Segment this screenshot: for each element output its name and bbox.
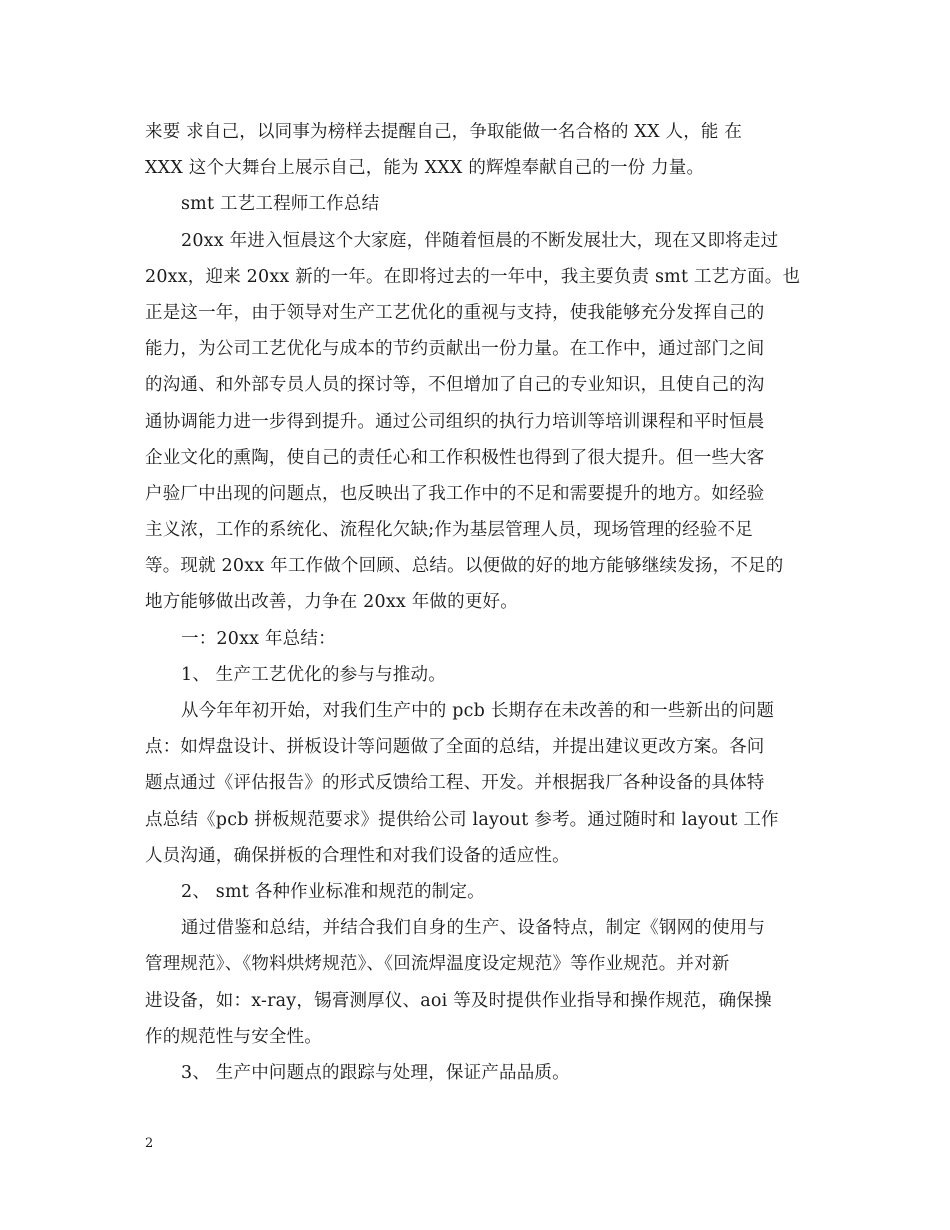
page-number: 2 xyxy=(145,1136,154,1151)
text-line: 等。现就 20xx 年工作做个回顾、总结。以便做的好的地方能够继续发扬，不足的 xyxy=(145,556,784,577)
text-line: 点总结《pcb 拼板规范要求》提供给公司 layout 参考。通过随时和 layout 工作 xyxy=(145,809,779,830)
text-line: 企业文化的熏陶，使自己的责任心和工作积极性也得到了很大提升。但一些大客 xyxy=(145,447,765,468)
text-line: 作的规范性与安全性。 xyxy=(145,1026,322,1047)
text-line: 主义浓，工作的系统化、流程化欠缺;作为基层管理人员，现场管理的经验不足 xyxy=(145,520,753,541)
text-line: 通过借鉴和总结，并结合我们自身的生产、设备特点，制定《钢网的使用与 xyxy=(181,918,766,939)
text-line: 管理规范》、《物料烘烤规范》、《回流焊温度设定规范》等作业规范。并对新 xyxy=(145,954,730,975)
text-line: 进设备，如：x-ray，锡膏测厚仪、aoi 等及时提供作业指导和操作规范，确保操 xyxy=(145,990,772,1011)
body-text xyxy=(145,114,810,1091)
text-line: 点：如焊盘设计、拼板设计等问题做了全面的总结，并提出建议更改方案。各问 xyxy=(145,737,765,758)
text-line: 通协调能力进一步得到提升。通过公司组织的执行力培训等培训课程和平时恒晨 xyxy=(145,411,765,432)
text-line: 2、 smt 各种作业标准和规范的制定。 xyxy=(181,881,485,902)
text-line: smt 工艺工程师工作总结 xyxy=(181,194,380,215)
text-line: 从今年年初开始，对我们生产中的 pcb 长期存在未改善的和一些新出的问题 xyxy=(181,701,775,721)
text-line: 3、 生产中问题点的跟踪与处理，保证产品品质。 xyxy=(181,1062,570,1083)
text-line: 地方能够做出改善，力争在 20xx 年做的更好。 xyxy=(145,592,518,613)
text-line: 正是这一年，由于领导对生产工艺优化的重视与支持，使我能够充分发挥自己的 xyxy=(145,302,765,323)
text-line: 一：20xx 年总结： xyxy=(181,628,336,649)
text-line: 20xx，迎来 20xx 新的一年。在即将过去的一年中，我主要负责 smt 工艺方面。也 xyxy=(145,266,801,287)
text-line: 能力，为公司工艺优化与成本的节约贡献出一份力量。在工作中，通过部门之间 xyxy=(145,339,765,360)
text-line: 题点通过《评估报告》的形式反馈给工程、开发。并根据我厂各种设备的具体特 xyxy=(145,773,765,794)
text-line: 人员沟通，确保拼板的合理性和对我们设备的适应性。 xyxy=(145,845,570,866)
text-line: 户验厂中出现的问题点，也反映出了我工作中的不足和需要提升的地方。如经验 xyxy=(145,483,765,504)
text-line: 来要 求自己，以同事为榜样去提醒自己，争取能做一名合格的 XX 人，能 在 xyxy=(145,122,743,142)
text-line: 1、 生产工艺优化的参与与推动。 xyxy=(181,664,446,685)
text-line: 20xx 年进入恒晨这个大家庭，伴随着恒晨的不断发展壮大，现在又即将走过 xyxy=(181,230,779,251)
text-line: 的沟通、和外部专员人员的探讨等，不但增加了自己的专业知识，且使自己的沟 xyxy=(145,375,765,396)
text-line: XXX 这个大舞台上展示自己，能为 XXX 的辉煌奉献自己的一份 力量。 xyxy=(145,158,705,179)
